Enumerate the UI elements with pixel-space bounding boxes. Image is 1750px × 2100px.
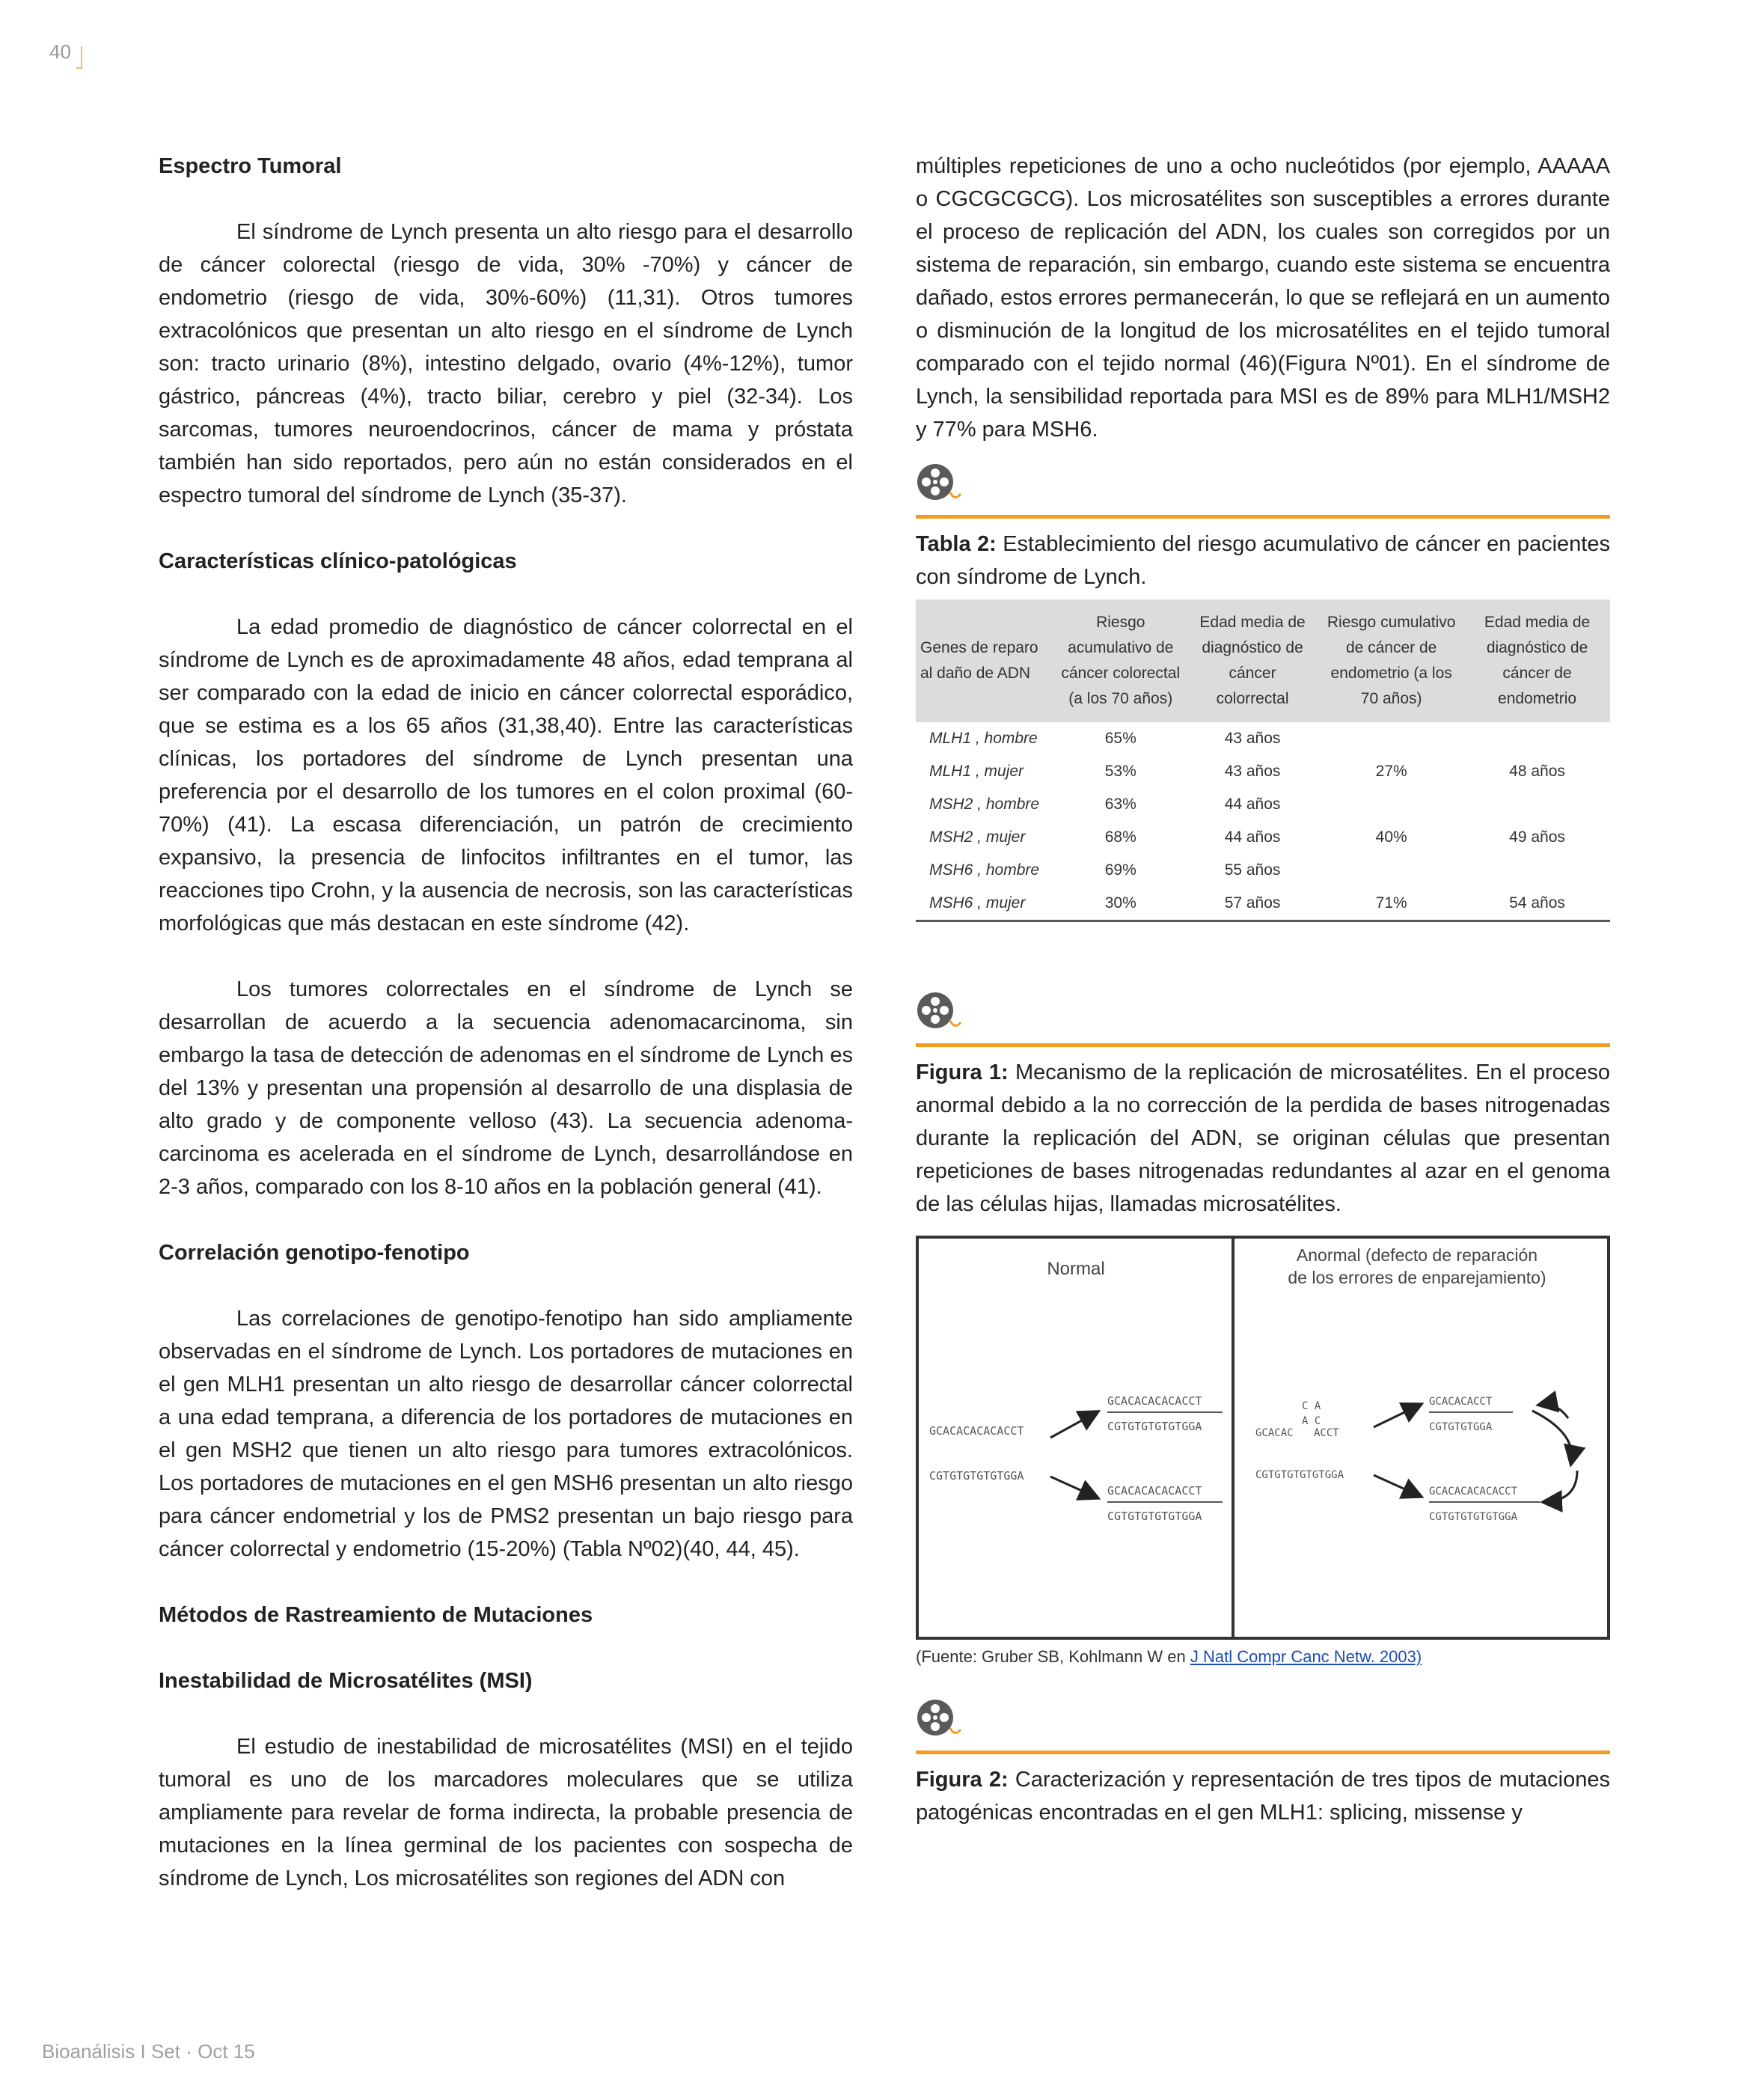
section-heading-msi: Inestabilidad de Microsatélites (MSI) <box>159 1669 533 1693</box>
page-number: 40 <box>49 40 71 63</box>
table-cell <box>1464 788 1610 821</box>
film-reel-icon <box>916 461 965 510</box>
n-d1-top: GCACACACACACCT <box>1107 1394 1202 1408</box>
page-number-mark <box>76 46 82 69</box>
risk-table <box>916 599 1610 922</box>
table-header-edad-colorrectal: Edad media de diagnóstico de cáncer colorrectal <box>1187 599 1318 722</box>
a-loop-2: A C <box>1302 1415 1321 1427</box>
figure1-normal-title: Normal <box>1047 1259 1105 1279</box>
table-cell: 63% <box>1104 796 1136 813</box>
table-cell: MSH6 , hombre <box>929 861 1040 879</box>
table-cell: 71% <box>1318 887 1464 921</box>
table-cell: MSH2 , mujer <box>929 828 1026 846</box>
table-cell: 27% <box>1375 763 1407 780</box>
a-d2-bottom: CGTGTGTGTGTGGA <box>1429 1511 1518 1523</box>
paragraph-msi: El estudio de inestabilidad de microsatélites (MSI) en el tejido tumoral es uno de los marcadores moleculares que se utiliza ampliamente para revelar de forma indirecta, la probable presencia de mutaciones en la línea germinal de los pacientes con sospecha de síndrome de Lynch, Los microsatélites son regiones del ADN con <box>159 1735 853 1890</box>
a-d1-bottom: CGTGTGTGGA <box>1429 1421 1493 1433</box>
table-cell: 53% <box>1104 763 1136 780</box>
table-caption: Tabla 2: Establecimiento del riesgo acumulativo de cáncer en pacientes con síndrome de Lynch. <box>916 532 1610 589</box>
table-cell: 57 años <box>1187 887 1318 921</box>
table-cell: 43 años <box>1224 730 1281 747</box>
figure1-source: (Fuente: Gruber SB, Kohlmann W en J Natl Compr Canc Netw. 2003) <box>916 1647 1422 1666</box>
section-heading-metodos: Métodos de Rastreamiento de Mutaciones <box>159 1603 593 1627</box>
orange-divider <box>916 1043 1610 1047</box>
n-d2-bottom: CGTGTGTGTGTGGA <box>1107 1510 1202 1523</box>
a-parent-top-right: ACCT <box>1314 1427 1339 1439</box>
table-header-row <box>916 599 1610 722</box>
table-cell: 44 años <box>1224 796 1281 813</box>
paragraph-espectro: El síndrome de Lynch presenta un alto riesgo para el desarrollo de cáncer colorectal (riesgo de vida, 30% -70%) y cáncer de endometrio (riesgo de vida, 30%-60%) (11,31). Otros tumores extracolónicos que presentan un alto riesgo en el síndrome de Lynch son: tracto urinario (8%), intestino delgado, ovario (4%-12%), tumor gástrico, páncreas (4%), tracto biliar, cerebro y piel (32-34). Los sarcomas, tumores neuroendocrinos, cáncer de mama y próstata también han sido reportados, pero aún no están considerados en el espectro tumoral del síndrome de Lynch (35-37). <box>159 220 853 507</box>
paragraph-microsatelites: múltiples repeticiones de uno a ocho nucleótidos (por ejemplo, AAAAA o CGCGCGCG). Los microsatélites son susceptibles a errores durante el proceso de replicación del ADN, los cuales son corregidos por un sistema de reparación, sin embargo, cuando este sistema se encuentra dañado, estos errores permanecerán, lo que se reflejará en un aumento o disminución de la longitud de los microsatélites en el tejido tumoral comparado con el tejido normal (46)(Figura Nº01). En el síndrome de Lynch, la sensibilidad reportada para MSI es de 89% para MLH1/MSH2 y 77% para MSH6. <box>916 154 1610 442</box>
table-cell: MSH2 , hombre <box>929 796 1040 813</box>
table-row <box>916 887 1610 921</box>
table-cell: 44 años <box>1224 828 1281 846</box>
n-d2-top: GCACACACACACCT <box>1107 1484 1202 1498</box>
table-cell <box>1464 854 1610 887</box>
table-cell: MSH6 , mujer <box>916 887 1055 921</box>
section-heading-caracteristicas: Características clínico-patológicas <box>159 549 517 573</box>
table-cell: 54 años <box>1464 887 1610 921</box>
figure1-caption: Figura 1: Mecanismo de la replicación de microsatélites. En el proceso anormal debido a la no corrección de la perdida de bases nitrogenadas durante la replicación del ADN, se originan células que presentan repeticiones de bases nitrogenadas redundantes al azar en el genoma de las células hijas, llamadas microsatélites. <box>916 1060 1610 1216</box>
table-cell <box>1464 722 1610 755</box>
table-row <box>916 788 1610 821</box>
figure1-abnormal-title-1: Anormal (defecto de reparación <box>1296 1245 1538 1265</box>
table-cell: MLH1 , mujer <box>929 763 1024 780</box>
table-header-edad-endometrio: Edad media de diagnóstico de cáncer de endometrio <box>1464 599 1610 722</box>
table-cell: 65% <box>1104 730 1136 747</box>
orange-divider <box>916 515 1610 519</box>
table-row <box>916 821 1610 854</box>
a-loop-1: C A <box>1302 1400 1321 1412</box>
paragraph-tumores: Los tumores colorrectales en el síndrome de Lynch se desarrollan de acuerdo a la secuencia adenomacarcinoma, sin embargo la tasa de detección de adenomas en el síndrome de Lynch es del 13% y presentan una propensión al desarrollo de una displasia de alto grado y de componente velloso (43). La secuencia adenoma-carcinoma es acelerada en el síndrome de Lynch, desarrollándose en 2-3 años, comparado con los 8-10 años en la población general (41). <box>159 977 853 1199</box>
table-cell: 43 años <box>1224 763 1281 780</box>
section-heading-espectro: Espectro Tumoral <box>159 154 342 178</box>
table-cell <box>1318 788 1464 821</box>
table-cell: 40% <box>1375 828 1407 846</box>
a-d2-top: GCACACACACACCT <box>1429 1486 1518 1498</box>
n-d1-bottom: CGTGTGTGTGTGGA <box>1107 1420 1202 1433</box>
n-parent-top: GCACACACACACCT <box>929 1424 1024 1438</box>
table-cell: 55 años <box>1224 861 1281 879</box>
table-cell: 69% <box>1104 861 1136 879</box>
table-row <box>916 755 1610 788</box>
figure2-caption: Figura 2: Caracterización y representación de tres tipos de mutaciones patogénicas encontradas en el gen MLH1: splicing, missense y <box>916 1768 1610 1825</box>
table-header-riesgo-colorectal: Riesgo acumulativo de cáncer colorectal (a los 70 años) <box>1055 599 1187 722</box>
paragraph-caracteristicas: La edad promedio de diagnóstico de cáncer colorrectal en el síndrome de Lynch es de aproximadamente 48 años, edad temprana al ser comparado con la edad de inicio en cáncer colorrectal esporádico, que se estima es a los 65 años (31,38,40). Entre las características clínicas, los portadores del síndrome de Lynch presentan una preferencia por el desarrollo de los tumores en el colon proximal (60-70%) (41). La escasa diferenciación, un patrón de crecimiento expansivo, la presencia de linfocitos infiltrantes en el tumor, las reacciones tipo Crohn, y la ausencia de necrosis, son las características morfológicas que más destacan en este síndrome (42). <box>159 615 853 935</box>
right-column <box>916 150 1610 1829</box>
n-parent-bottom: CGTGTGTGTGTGGA <box>929 1469 1024 1483</box>
a-d1-top: GCACACACCT <box>1429 1396 1493 1408</box>
table-cell <box>1318 854 1464 887</box>
orange-divider <box>916 1750 1610 1754</box>
table-cell: 30% <box>1055 887 1187 921</box>
footer: Bioanálisis I Set · Oct 15 <box>42 2040 255 2063</box>
figure1-diagram <box>916 1236 1610 1640</box>
table-header-genes: Genes de reparo al daño de ADN <box>916 599 1055 722</box>
left-column <box>159 150 853 1895</box>
figure1-abnormal-title-2: de los errores de enparejamiento) <box>1288 1268 1546 1287</box>
paragraph-correlacion: Las correlaciones de genotipo-fenotipo han sido ampliamente observadas en el síndrome de Lynch. Los portadores de mutaciones en el gen MLH1 presentan un alto riesgo de desarrollar cáncer colorrectal a una edad temprana, a diferencia de los portadores de mutaciones en el gen MSH2 que tienen un alto riesgo para tumores extracolónicos. Los portadores de mutaciones en el gen MSH6 presentan un alto riesgo para cáncer endometrial y los de PMS2 presentan un bajo riesgo para cáncer colorrectal y endometrio (15-20%) (Tabla Nº02)(40, 44, 45). <box>159 1307 853 1561</box>
table-row <box>916 722 1610 755</box>
film-reel-icon <box>916 1697 965 1746</box>
table-cell <box>1318 722 1464 755</box>
a-parent-bottom: CGTGTGTGTGTGGA <box>1255 1469 1344 1481</box>
a-parent-top-left: GCACAC <box>1255 1427 1294 1439</box>
table-cell: 68% <box>1104 828 1136 846</box>
section-heading-correlacion: Correlación genotipo-fenotipo <box>159 1241 470 1265</box>
source-link[interactable]: J Natl Compr Canc Netw. 2003) <box>1190 1647 1422 1666</box>
table-cell: MLH1 , hombre <box>929 730 1038 747</box>
table-row <box>916 854 1610 887</box>
table-cell: 49 años <box>1509 828 1565 846</box>
table-cell: 48 años <box>1509 763 1565 780</box>
film-reel-icon <box>916 989 965 1039</box>
table-header-riesgo-endometrio: Riesgo cumulativo de cáncer de endometrio (a los 70 años) <box>1318 599 1464 722</box>
